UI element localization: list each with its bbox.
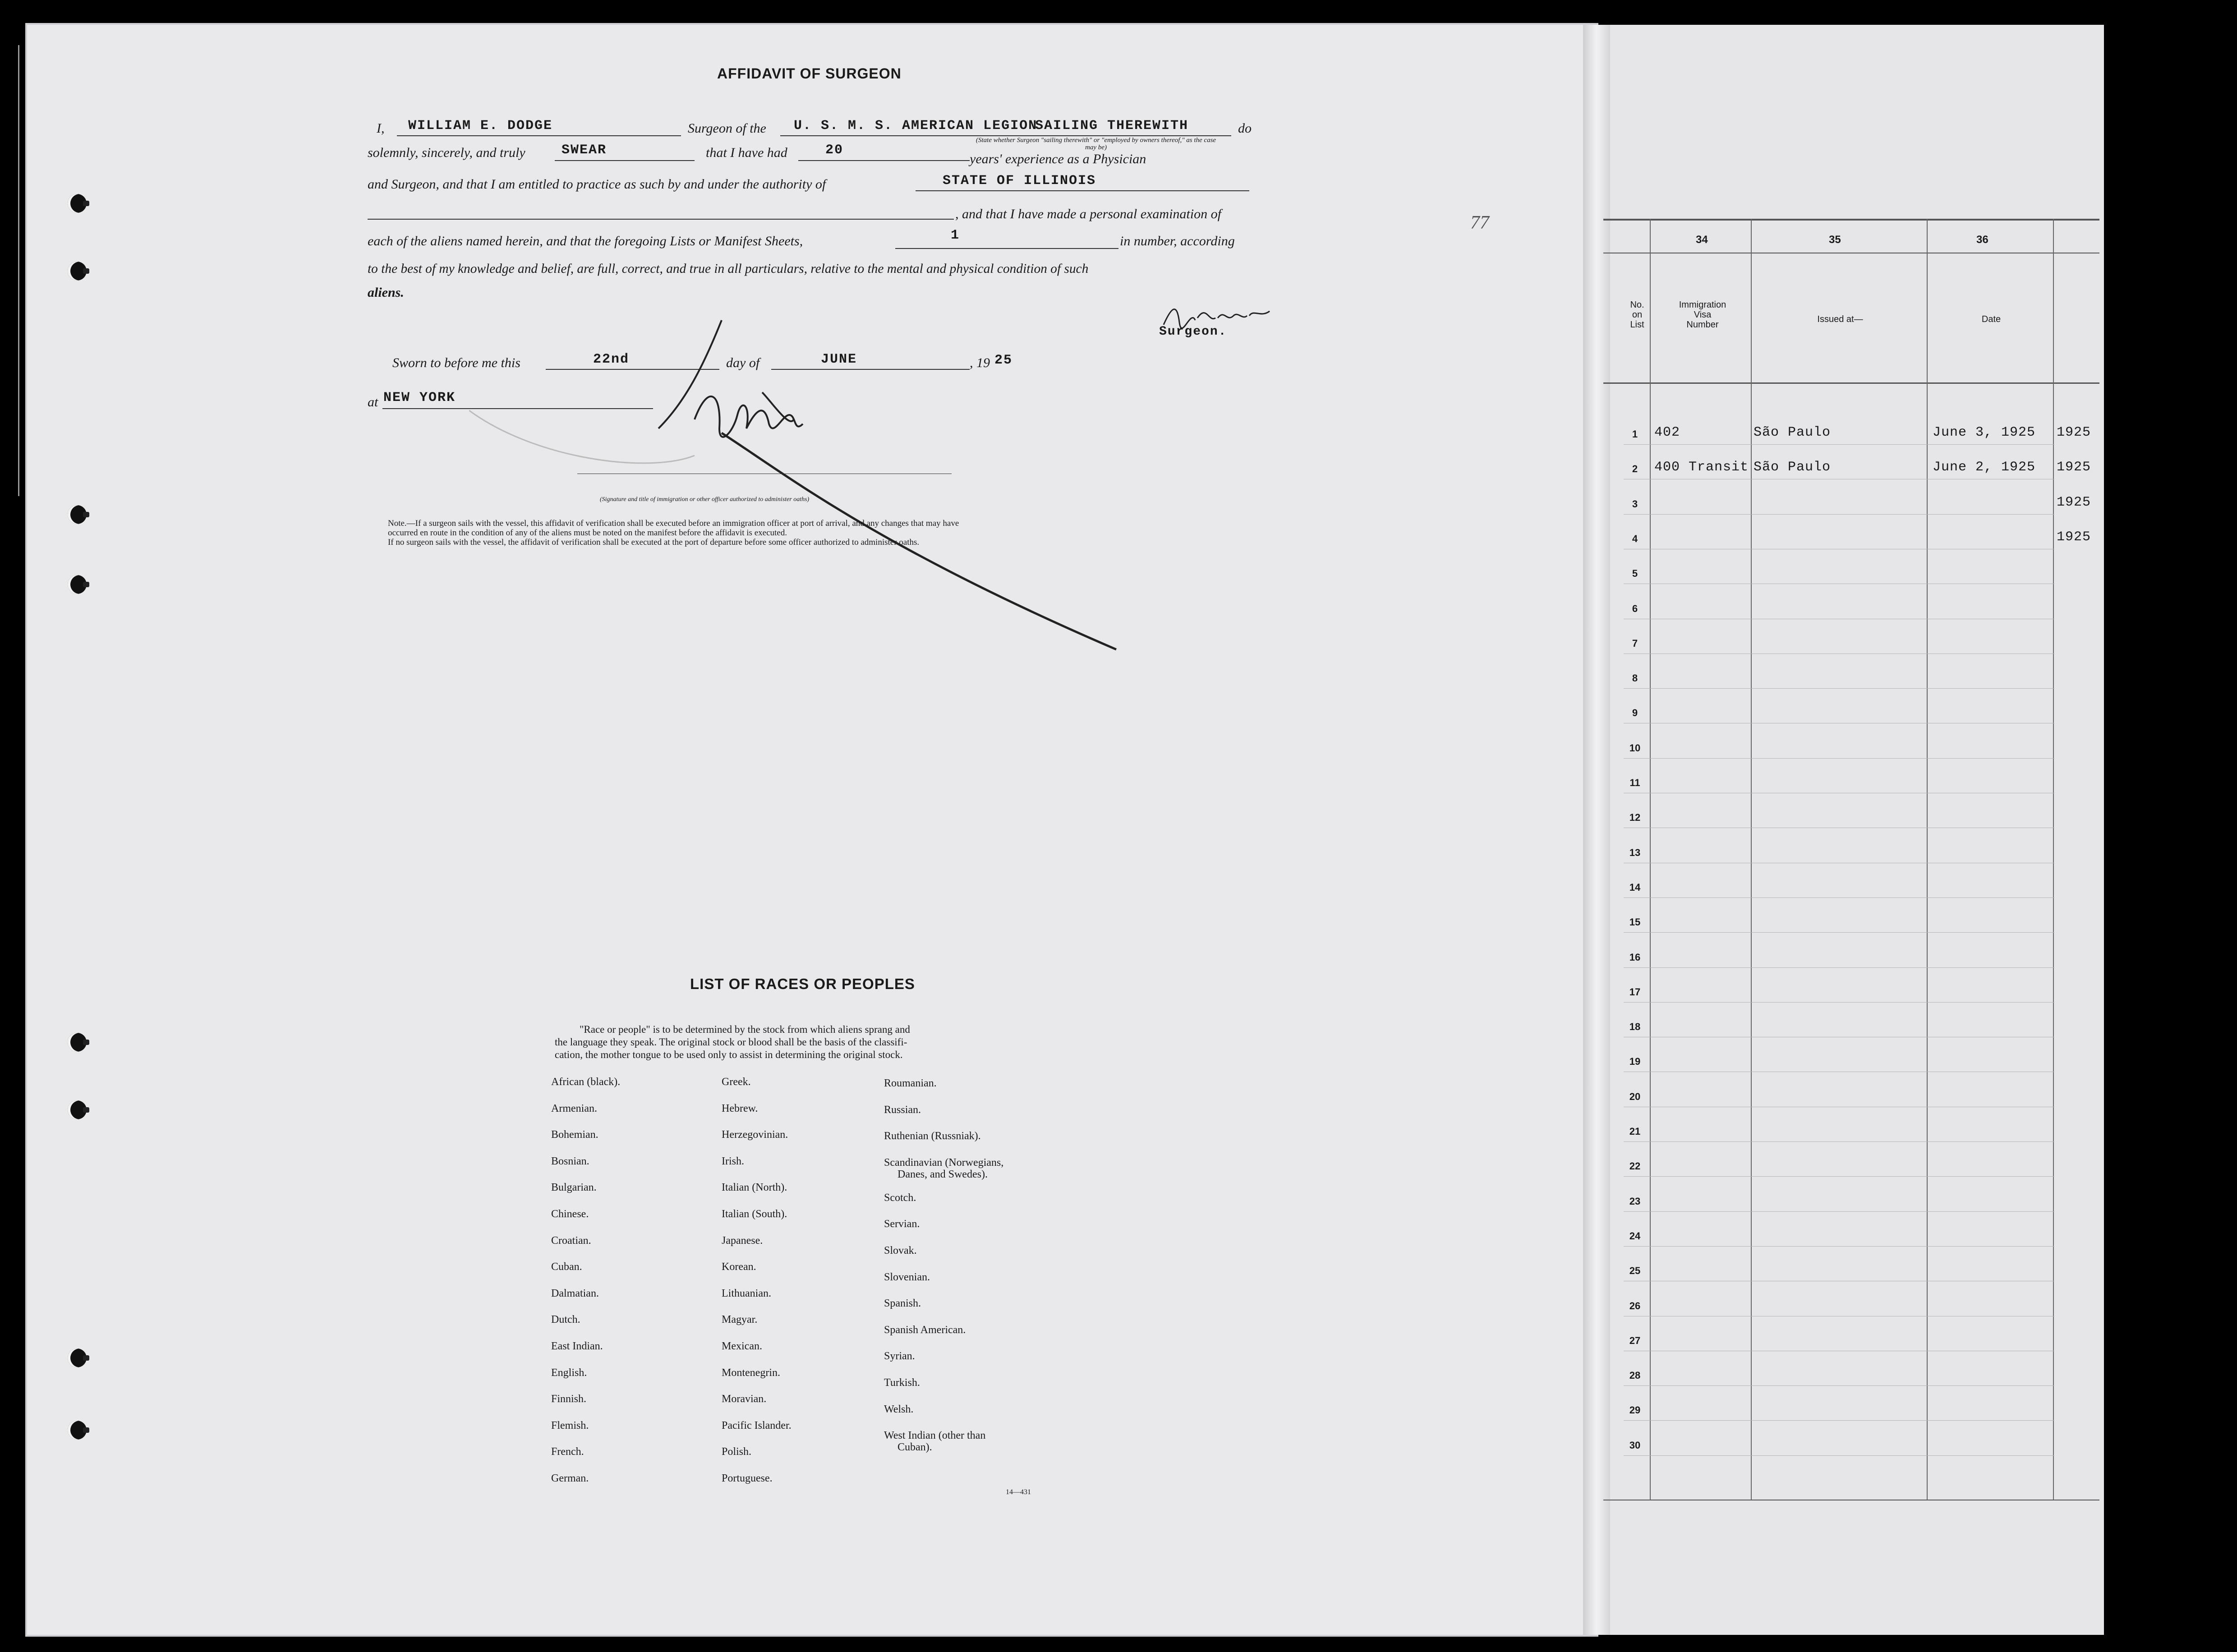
race-item: Bohemian. bbox=[551, 1129, 598, 1141]
row-rule bbox=[1624, 514, 2054, 515]
date-extra-cell: 1925 bbox=[2057, 529, 2091, 545]
date-extra-cell: 1925 bbox=[2057, 425, 2091, 440]
row-number: 6 bbox=[1632, 603, 1638, 614]
row-number: 9 bbox=[1632, 707, 1638, 719]
line-text: to the best of my knowledge and belief, are full, correct, and true in all particulars, relative to the mental and physical condition of such bbox=[368, 262, 1089, 276]
row-number: 26 bbox=[1629, 1300, 1641, 1311]
sworn-day: 22nd bbox=[593, 352, 630, 367]
races-column-2 bbox=[722, 1076, 792, 1499]
row-rule bbox=[1624, 1420, 2054, 1421]
line-text: at bbox=[368, 395, 378, 410]
row-rule bbox=[1624, 1141, 2054, 1142]
race-item: Finnish. bbox=[551, 1393, 587, 1405]
row-rule bbox=[1624, 444, 2054, 445]
race-item: German. bbox=[551, 1472, 589, 1484]
officer-signature bbox=[469, 311, 1128, 663]
race-item: Italian (North). bbox=[722, 1182, 787, 1194]
line-text: each of the aliens named herein, and that the foregoing Lists or Manifest Sheets, bbox=[368, 234, 803, 248]
race-item: Irish. bbox=[722, 1155, 744, 1167]
header-visa: Immigration Visa Number bbox=[1679, 300, 1726, 330]
race-item: Magyar. bbox=[722, 1314, 758, 1326]
row-number: 24 bbox=[1629, 1230, 1641, 1242]
form-number: 14—431 bbox=[1006, 1488, 1031, 1496]
race-item: Herzegovinian. bbox=[722, 1129, 788, 1141]
races-intro: cation, the mother tongue to be used only to assist in determining the original stock. bbox=[555, 1049, 903, 1060]
race-item: Bulgarian. bbox=[551, 1182, 597, 1194]
visa-number-cell: 400 Transit bbox=[1654, 460, 1749, 475]
race-item: Syrian. bbox=[884, 1350, 915, 1362]
column-number: 36 bbox=[1976, 234, 1988, 246]
binder-hole-icon bbox=[68, 262, 87, 281]
race-item: Italian (South). bbox=[722, 1208, 787, 1220]
row-number: 29 bbox=[1629, 1404, 1641, 1416]
sworn-year: 25 bbox=[994, 353, 1013, 368]
line-text: , 19 bbox=[970, 355, 990, 370]
race-item: Portuguese. bbox=[722, 1472, 773, 1484]
race-item: English. bbox=[551, 1367, 587, 1379]
sworn-month: JUNE bbox=[821, 352, 857, 367]
row-number: 2 bbox=[1632, 463, 1638, 475]
race-item: Welsh. bbox=[884, 1403, 914, 1415]
row-rule bbox=[1624, 1176, 2054, 1177]
row-rule bbox=[1624, 1211, 2054, 1212]
row-rule bbox=[1624, 653, 2054, 654]
row-number: 25 bbox=[1629, 1265, 1641, 1277]
race-item: Slovenian. bbox=[884, 1271, 930, 1283]
column-number: 34 bbox=[1696, 234, 1708, 246]
race-item: Armenian. bbox=[551, 1102, 597, 1114]
authority: STATE OF ILLINOIS bbox=[943, 173, 1096, 189]
binder-hole-icon bbox=[68, 1421, 87, 1440]
date-cell: June 3, 1925 bbox=[1933, 425, 2036, 440]
row-number: 13 bbox=[1629, 847, 1641, 858]
row-number: 10 bbox=[1629, 742, 1641, 754]
sailing-note: (State whether Surgeon "sailing therewith" or "employed by owners thereof," as the case may be) bbox=[976, 137, 1216, 151]
surgeon-name: WILLIAM E. DODGE bbox=[408, 118, 553, 133]
line-text: and Surgeon, and that I am entitled to practice as such by and under the authority of bbox=[368, 177, 826, 192]
sworn-place: NEW YORK bbox=[383, 390, 456, 405]
race-item: Pacific Islander. bbox=[722, 1419, 792, 1431]
row-number: 15 bbox=[1629, 916, 1641, 928]
race-item: Cuban). bbox=[898, 1441, 932, 1454]
binder-hole-icon bbox=[68, 575, 87, 594]
binder-hole-icon bbox=[68, 1348, 87, 1367]
line-text: that I have had bbox=[706, 145, 787, 160]
date-cell: June 2, 1925 bbox=[1933, 460, 2036, 475]
visa-number-cell: 402 bbox=[1654, 425, 1680, 440]
line-text: Sworn to before me this bbox=[392, 355, 520, 370]
sheet-count: 1 bbox=[951, 228, 960, 243]
row-number: 8 bbox=[1632, 672, 1638, 684]
stray-mark: 77 bbox=[1470, 212, 1489, 233]
race-item: Spanish. bbox=[884, 1298, 921, 1310]
row-number: 20 bbox=[1629, 1091, 1641, 1102]
race-item: Moravian. bbox=[722, 1393, 767, 1405]
header-no: No. on List bbox=[1630, 300, 1644, 330]
page-fold bbox=[1583, 25, 1610, 1635]
issued-at-cell: São Paulo bbox=[1754, 425, 1831, 440]
note-line: occurred en route in the condition of any of the aliens must be noted on the manifest before the affidavit is executed. bbox=[388, 528, 787, 538]
race-item: Ruthenian (Russniak). bbox=[884, 1130, 981, 1142]
race-item: Cuban. bbox=[551, 1261, 582, 1273]
race-item: West Indian (other than bbox=[884, 1430, 986, 1442]
line-text: solemnly, sincerely, and truly bbox=[368, 145, 525, 160]
race-item: Russian. bbox=[884, 1104, 921, 1116]
race-item: Hebrew. bbox=[722, 1102, 758, 1114]
race-item: Scotch. bbox=[884, 1192, 916, 1204]
note-line: Note.—If a surgeon sails with the vessel, this affidavit of verification shall be executed before an immigration officer at port of arrival, and any changes that may have bbox=[388, 519, 959, 528]
race-item: East Indian. bbox=[551, 1340, 603, 1352]
row-number: 28 bbox=[1629, 1370, 1641, 1381]
race-item: Lithuanian. bbox=[722, 1287, 771, 1299]
races-column-1 bbox=[551, 1076, 620, 1499]
row-rule bbox=[1624, 897, 2054, 898]
races-intro: "Race or people" is to be determined by the stock from which aliens sprang and bbox=[580, 1024, 910, 1035]
race-item: Polish. bbox=[722, 1446, 752, 1458]
date-extra-cell: 1925 bbox=[2057, 460, 2091, 475]
race-item: Flemish. bbox=[551, 1419, 589, 1431]
row-rule bbox=[1624, 1246, 2054, 1247]
line-text: do bbox=[1238, 121, 1252, 136]
binder-hole-icon bbox=[68, 194, 87, 213]
right-page bbox=[1597, 25, 2104, 1635]
race-item: Roumanian. bbox=[884, 1077, 937, 1089]
race-item: Mexican. bbox=[722, 1340, 762, 1352]
row-number: 22 bbox=[1629, 1160, 1641, 1172]
row-number: 14 bbox=[1629, 881, 1641, 893]
row-number: 5 bbox=[1632, 568, 1638, 580]
race-item: Greek. bbox=[722, 1076, 751, 1088]
affidavit-title: AFFIDAVIT OF SURGEON bbox=[717, 65, 902, 82]
binder-hole-icon bbox=[68, 1100, 87, 1119]
binder-hole-icon bbox=[68, 1033, 87, 1052]
race-item: Turkish. bbox=[884, 1376, 920, 1389]
row-rule bbox=[1624, 932, 2054, 933]
header-date: Date bbox=[1981, 314, 2001, 324]
race-item: Croatian. bbox=[551, 1234, 591, 1247]
race-item: African (black). bbox=[551, 1076, 621, 1088]
race-item: Servian. bbox=[884, 1218, 920, 1230]
line-text: I, bbox=[377, 121, 385, 136]
line-text: in number, according bbox=[1120, 234, 1235, 248]
race-item: Slovak. bbox=[884, 1244, 917, 1256]
races-title: LIST OF RACES OR PEOPLES bbox=[690, 976, 915, 992]
race-item: Bosnian. bbox=[551, 1155, 589, 1167]
row-rule bbox=[1624, 1002, 2054, 1003]
row-rule bbox=[1624, 758, 2054, 759]
row-number: 21 bbox=[1629, 1126, 1641, 1137]
races-column-3 bbox=[884, 1077, 1003, 1468]
row-number: 7 bbox=[1632, 637, 1638, 649]
line-text: day of bbox=[726, 355, 760, 370]
page-edge bbox=[18, 45, 33, 496]
race-item: Scandinavian (Norwegians, bbox=[884, 1156, 1004, 1169]
row-rule bbox=[1624, 1385, 2054, 1386]
race-item: Dalmatian. bbox=[551, 1287, 599, 1299]
vessel-name: U. S. M. S. AMERICAN LEGION bbox=[794, 118, 1038, 133]
race-item: Dutch. bbox=[551, 1314, 580, 1326]
row-number: 4 bbox=[1632, 533, 1638, 544]
races-intro: the language they speak. The original stock or blood shall be the basis of the classifi- bbox=[555, 1036, 907, 1048]
header-issued: Issued at— bbox=[1817, 314, 1863, 324]
row-number: 27 bbox=[1629, 1334, 1641, 1346]
years-experience: 20 bbox=[825, 143, 844, 158]
line-text: , and that I have made a personal examination of bbox=[955, 207, 1221, 221]
column-number: 35 bbox=[1829, 234, 1841, 246]
row-number: 23 bbox=[1629, 1195, 1641, 1207]
oath-word: SWEAR bbox=[562, 143, 607, 158]
row-rule bbox=[1624, 688, 2054, 689]
row-number: 3 bbox=[1632, 498, 1638, 510]
line-text: years' experience as a Physician bbox=[970, 152, 1146, 166]
race-item: Spanish American. bbox=[884, 1324, 966, 1336]
row-number: 17 bbox=[1629, 986, 1641, 998]
row-number: 18 bbox=[1629, 1021, 1641, 1033]
row-number: 1 bbox=[1632, 428, 1638, 440]
note-line: If no surgeon sails with the vessel, the affidavit of verification shall be executed at the port of departure before some officer authorized to administer oaths. bbox=[388, 538, 920, 547]
date-extra-cell: 1925 bbox=[2057, 494, 2091, 510]
row-number: 12 bbox=[1629, 812, 1641, 824]
officer-caption: (Signature and title of immigration or other officer authorized to administer oaths) bbox=[600, 496, 810, 503]
race-item: French. bbox=[551, 1446, 584, 1458]
issued-at-cell: São Paulo bbox=[1754, 460, 1831, 475]
race-item: Korean. bbox=[722, 1261, 756, 1273]
binder-hole-icon bbox=[68, 505, 87, 524]
line-text: aliens. bbox=[368, 285, 404, 300]
row-number: 11 bbox=[1629, 777, 1640, 788]
row-number: 19 bbox=[1629, 1056, 1641, 1068]
race-item: Montenegrin. bbox=[722, 1367, 780, 1379]
race-item: Chinese. bbox=[551, 1208, 589, 1220]
race-item: Danes, and Swedes). bbox=[898, 1168, 988, 1180]
race-item: Japanese. bbox=[722, 1234, 763, 1247]
row-number: 16 bbox=[1629, 951, 1641, 963]
row-rule bbox=[1624, 967, 2054, 968]
line-text: Surgeon of the bbox=[688, 121, 766, 136]
row-number: 30 bbox=[1629, 1439, 1641, 1451]
sailing-status: SAILING THEREWITH bbox=[1035, 118, 1189, 133]
surgeon-label: Surgeon. bbox=[1159, 325, 1227, 339]
row-rule bbox=[1624, 1455, 2054, 1456]
